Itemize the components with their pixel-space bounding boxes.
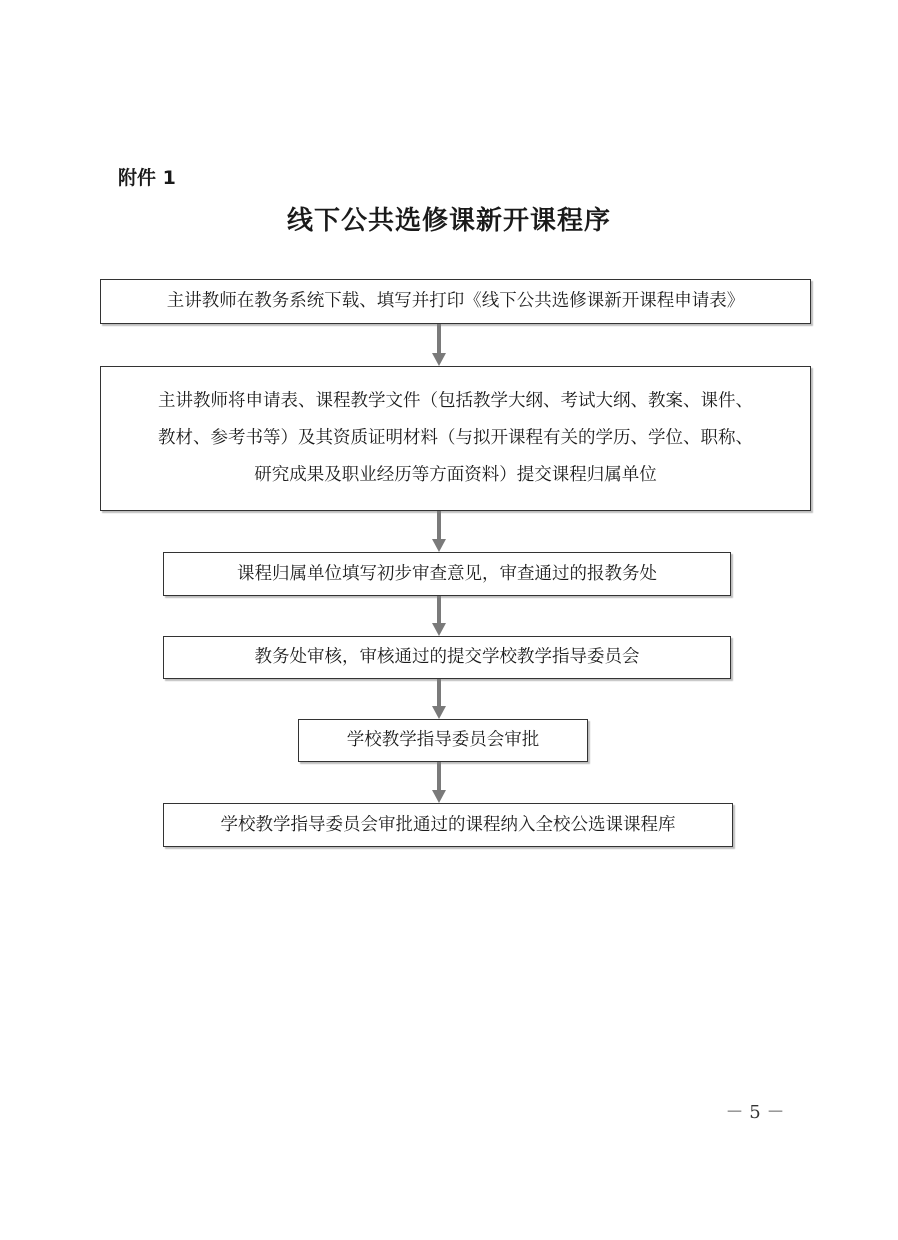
step-4-line-1: 教务处审核，审核通过的提交学校教学指导委员会: [254, 647, 640, 667]
step-3-box: [163, 552, 731, 596]
step-6-line-1: 学校教学指导委员会审批通过的课程纳入全校公选课课程库: [220, 814, 676, 835]
step-5-box: [298, 719, 588, 762]
attachment-label: 附件 1: [118, 167, 176, 189]
page-number: － 5 －: [725, 1102, 785, 1123]
step-1-box: [100, 279, 811, 324]
arrow-5: [431, 762, 447, 803]
step-3-line-1: 课程归属单位填写初步审查意见，审查通过的报教务处: [237, 563, 657, 584]
step-2-box: [100, 366, 811, 511]
arrow-2: [431, 511, 447, 552]
step-2-line-1: 主讲教师将申请表、课程教学文件（包括教学大纲、考试大纲、教案、课件、: [158, 391, 753, 411]
arrow-3: [431, 596, 447, 636]
arrow-4: [431, 679, 447, 719]
page-title: 线下公共选修课新开课程序: [286, 206, 611, 236]
step-1-line-1: 主讲教师在教务系统下载、填写并打印《线下公共选修课新开课程申请表》: [166, 291, 745, 311]
arrow-1: [431, 324, 447, 366]
step-2-line-3: 研究成果及职业经历等方面资料）提交课程归属单位: [254, 465, 657, 485]
step-5-line-1: 学校教学指导委员会审批: [346, 730, 540, 750]
step-6-box: [163, 803, 733, 847]
step-2-line-2: 教材、参考书等）及其资质证明材料（与拟开课程有关的学历、学位、职称、: [158, 428, 753, 448]
step-4-box: [163, 636, 731, 679]
